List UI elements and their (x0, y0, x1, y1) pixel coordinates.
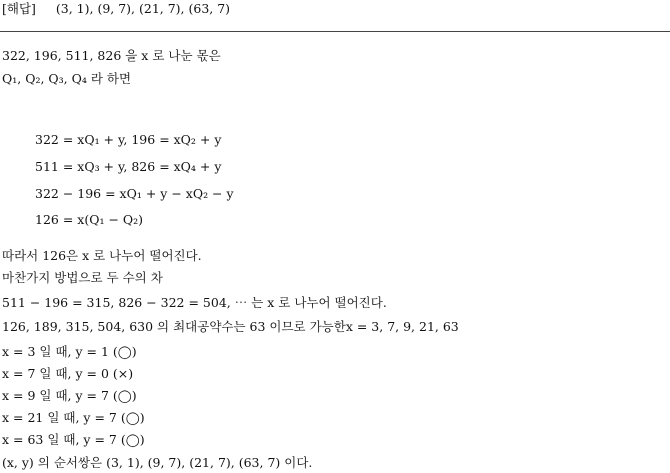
conclusion-line-4: 126, 189, 315, 504, 630 의 최대공약수는 63 이므로 가능한x = 3, 7, 9, 21, 63 (2, 319, 459, 334)
final-answer-line: (x, y) 의 순서쌍은 (3, 1), (9, 7), (21, 7), (63, 7) 이다. (2, 455, 313, 470)
answer-values: (3, 1), (9, 7), (21, 7), (63, 7) (55, 1, 231, 16)
case-line-2: x = 7 일 때, y = 0 (×) (2, 366, 134, 381)
conclusion-line-1: 따라서 126은 x 로 나누어 떨어진다. (2, 248, 202, 263)
case-line-1: x = 3 일 때, y = 1 (◯) (2, 344, 137, 359)
equation-2: 511 = xQ₃ + y, 826 = xQ₄ + y (35, 159, 222, 174)
conclusion-line-2: 마찬가지 방법으로 두 수의 차 (2, 270, 163, 285)
setup-line-1: 322, 196, 511, 826 을 x 로 나눈 몫은 (2, 48, 221, 63)
header-divider (0, 31, 670, 32)
equation-4: 126 = x(Q₁ − Q₂) (35, 212, 144, 227)
equation-1: 322 = xQ₁ + y, 196 = xQ₂ + y (35, 132, 222, 147)
case-line-5: x = 63 일 때, y = 7 (◯) (2, 432, 145, 447)
answer-label: [해답] (2, 1, 36, 16)
case-line-4: x = 21 일 때, y = 7 (◯) (2, 410, 145, 425)
conclusion-line-3: 511 − 196 = 315, 826 − 322 = 504, ⋯ 는 x 로 나누어 떨어진다. (2, 295, 387, 310)
equation-3: 322 − 196 = xQ₁ + y − xQ₂ − y (35, 186, 234, 201)
answer-header (2, 3, 230, 16)
setup-line-2: Q₁, Q₂, Q₃, Q₄ 라 하면 (2, 71, 132, 86)
case-line-3: x = 9 일 때, y = 7 (◯) (2, 388, 137, 403)
